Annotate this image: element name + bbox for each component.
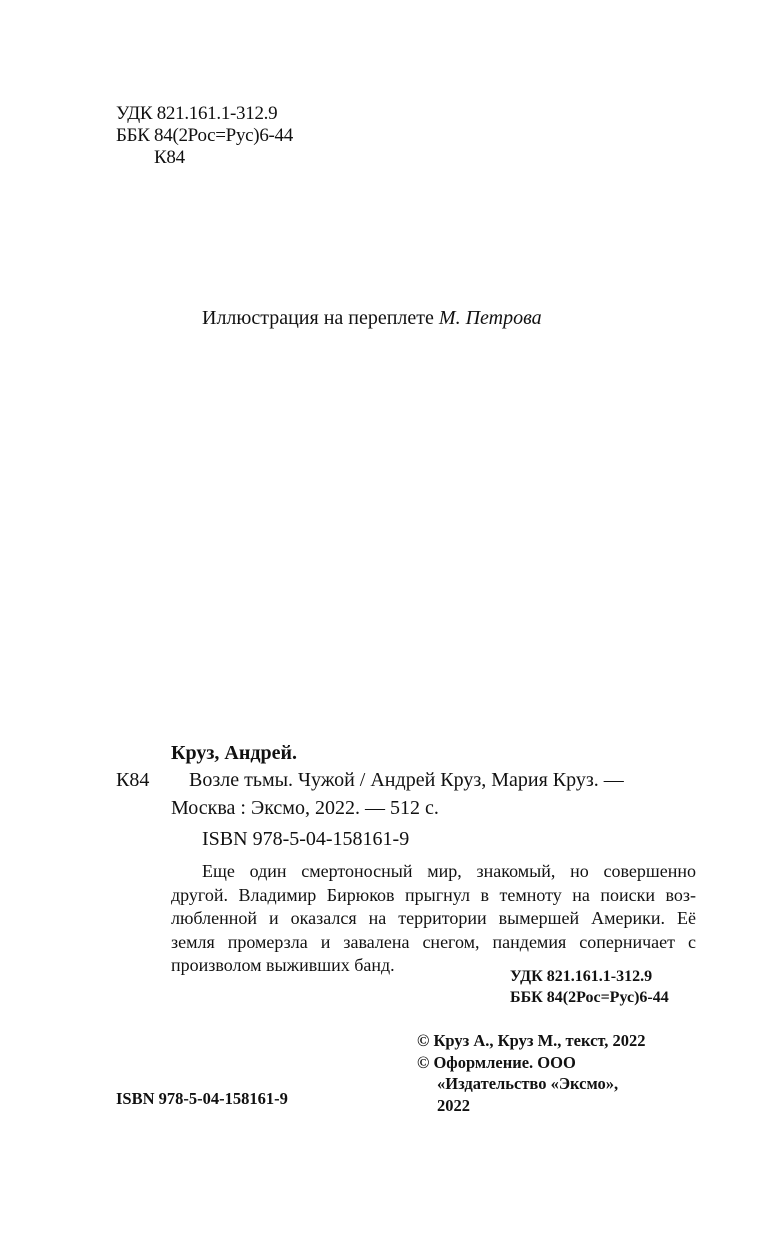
catalog-entry-isbn: ISBN 978-5-04-158161-9	[202, 828, 410, 850]
bbk-code-bottom: ББК 84(2Рос=Рус)6-44	[510, 989, 669, 1006]
annotation-line: земля промерзла и завалена снегом, пандемия соперничает с	[171, 931, 696, 952]
copyright-design-publisher: «Издательство «Эксмо»,	[437, 1074, 619, 1093]
catalog-entry-title: Возле тьмы. Чужой / Андрей Круз, Мария Круз. —	[189, 769, 624, 791]
illustration-credit	[202, 305, 542, 331]
annotation-line: Еще один смертоносный мир, знакомый, но совершенно	[202, 861, 696, 881]
copyright-design-year: 2022	[437, 1095, 470, 1115]
catalog-entry-author: Круз, Андрей.	[171, 742, 298, 764]
illustration-credit-prefix: Иллюстрация на переплете	[202, 307, 439, 329]
annotation-line: другой. Владимир Бирюков прыгнул в темноту на поиски воз-	[171, 884, 696, 905]
bbk-code: ББК 84(2Рос=Рус)6-44	[116, 125, 293, 146]
copyright-text: © Круз А., Круз М., текст, 2022	[417, 1031, 646, 1050]
catalog-codes-bottom	[510, 966, 669, 1008]
catalog-codes-top	[116, 103, 293, 169]
annotation	[171, 860, 696, 978]
isbn-footer: ISBN 978-5-04-158161-9	[116, 1089, 288, 1108]
author-sign: К84	[154, 147, 185, 168]
annotation-line: произволом выживших банд.	[171, 955, 395, 975]
udk-code: УДК 821.161.1-312.9	[116, 103, 278, 124]
annotation-line: любленной и оказался на территории вымершей Америки. Её	[171, 908, 696, 928]
illustration-artist: М. Петрова	[438, 307, 542, 329]
catalog-entry-publisher: Москва : Эксмо, 2022. — 512 с.	[171, 797, 439, 819]
catalog-entry-sign: К84	[116, 769, 150, 791]
udk-code-bottom: УДК 821.161.1-312.9	[510, 968, 653, 985]
copyright-design: © Оформление. ООО	[417, 1052, 576, 1072]
copyright-block	[417, 1030, 646, 1116]
